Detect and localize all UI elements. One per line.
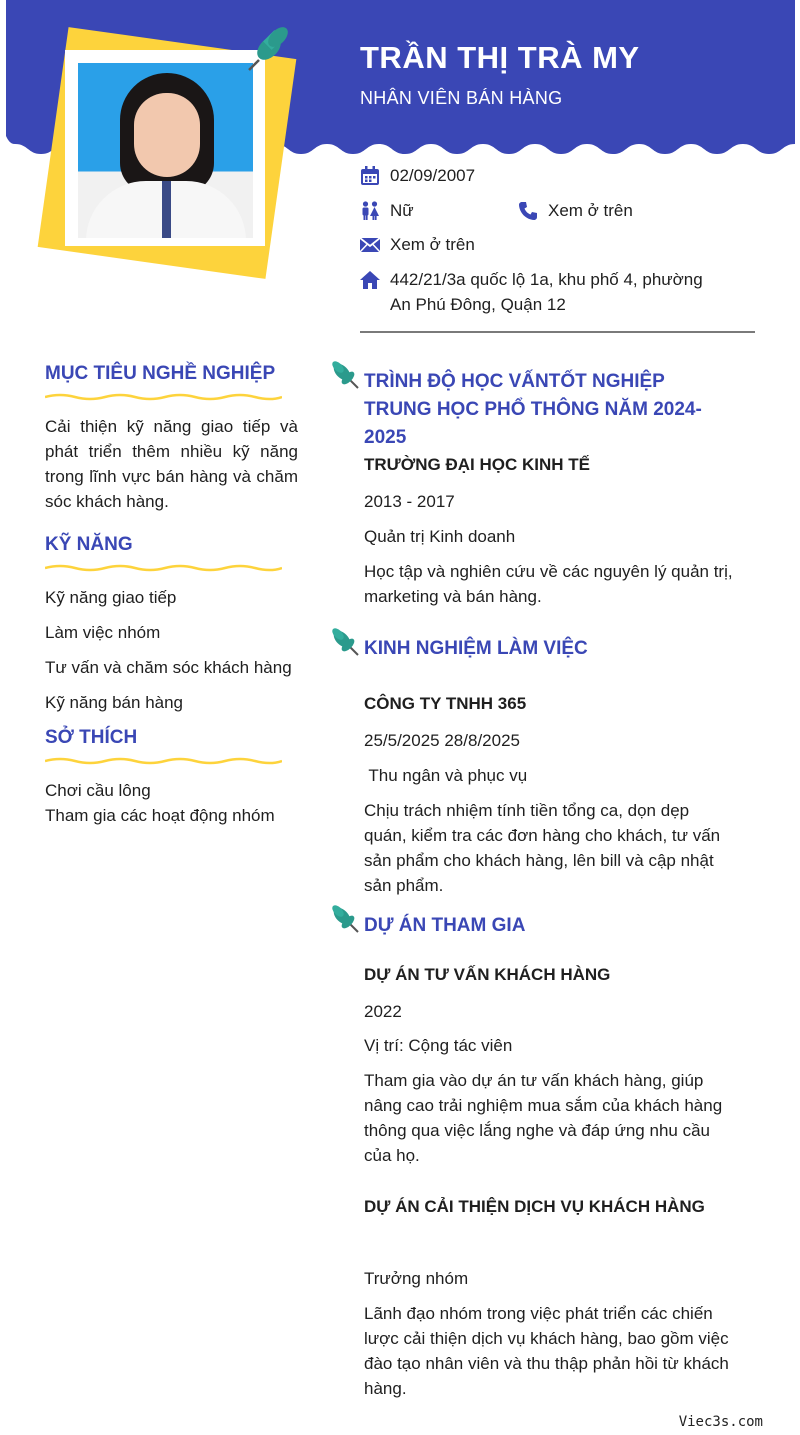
birthday-row xyxy=(360,163,475,188)
education-section-header xyxy=(330,368,734,452)
candidate-role: NHÂN VIÊN BÁN HÀNG xyxy=(360,88,563,108)
experience-title: KINH NGHIỆM LÀM VIỆC xyxy=(364,638,588,659)
gender-row xyxy=(360,198,414,223)
address-line-1: 442/21/3a quốc lộ 1a, khu phố 4, phường xyxy=(390,270,703,289)
project-role: Vị trí: Cộng tác viên xyxy=(364,1036,513,1055)
phone-row xyxy=(518,198,633,223)
home-icon xyxy=(360,267,390,292)
project-name: DỰ ÁN CẢI THIỆN DỊCH VỤ KHÁCH HÀNG xyxy=(364,1197,705,1216)
education-years: 2013 - 2017 xyxy=(364,492,455,511)
calendar-icon xyxy=(360,163,390,188)
left-column xyxy=(45,356,298,828)
address-line-2: An Phú Đông, Quận 12 xyxy=(390,295,566,314)
phone-value: Xem ở trên xyxy=(548,201,633,220)
experience-company: CÔNG TY TNHH 365 xyxy=(364,694,527,713)
contact-divider xyxy=(360,331,755,333)
project-description: Tham gia vào dự án tư vấn khách hàng, giúp nâng cao trải nghiệm mua sắm của khách hàng thông qua việc lắng nghe và đáp ứng nhu cầu của họ. xyxy=(364,1071,723,1165)
skill-item: Tư vấn và chăm sóc khách hàng xyxy=(45,658,292,677)
projects-title: DỰ ÁN THAM GIA xyxy=(364,915,526,936)
mail-icon xyxy=(360,232,390,257)
address-row xyxy=(360,267,740,317)
candidate-name: TRẦN THỊ TRÀ MY xyxy=(360,40,640,75)
profile-photo-block xyxy=(40,28,300,273)
pushpin-icon xyxy=(330,904,360,934)
section-underline xyxy=(45,393,282,401)
experience-section-header xyxy=(330,635,734,663)
education-school: TRƯỜNG ĐẠI HỌC KINH TẾ xyxy=(364,455,590,474)
objective-title: MỤC TIÊU NGHỀ NGHIỆP xyxy=(45,363,276,384)
pushpin-icon xyxy=(330,627,360,657)
experience-period: 25/5/2025 28/8/2025 xyxy=(364,731,520,750)
pushpin-icon xyxy=(247,24,291,72)
birthday-value: 02/09/2007 xyxy=(390,166,476,185)
skill-item: Làm việc nhóm xyxy=(45,623,161,642)
footer-brand: Viec3s.com xyxy=(678,1414,763,1430)
education-major: Quản trị Kinh doanh xyxy=(364,527,516,546)
gender-value: Nữ xyxy=(390,201,414,220)
projects-section-header xyxy=(330,912,734,940)
email-row xyxy=(360,232,475,257)
phone-icon xyxy=(518,198,548,223)
skill-item: Kỹ năng bán hàng xyxy=(45,693,184,712)
photo-frame xyxy=(65,50,265,246)
project-role: Trưởng nhóm xyxy=(364,1269,469,1288)
experience-position: Thu ngân và phục vụ xyxy=(364,766,528,785)
project-year: 2022 xyxy=(364,1002,402,1021)
section-underline xyxy=(45,757,282,765)
education-description: Học tập và nghiên cứu về các nguyên lý quản trị, marketing và bán hàng. xyxy=(364,562,733,606)
skills-title: KỸ NĂNG xyxy=(45,534,133,555)
project-description: Lãnh đạo nhóm trong việc phát triển các chiến lược cải thiện dịch vụ khách hàng, bao gồm việc đào tạo nhân viên và thu thập phản hồi từ khách hàng. xyxy=(364,1304,729,1398)
objective-text: Cải thiện kỹ năng giao tiếp và phát triển thêm nhiều kỹ năng trong lĩnh vực bán hàng và chăm sóc khách hàng. xyxy=(45,417,298,511)
email-value: Xem ở trên xyxy=(390,235,475,254)
section-underline xyxy=(45,564,282,572)
profile-photo xyxy=(78,63,253,238)
project-name: DỰ ÁN TƯ VẤN KHÁCH HÀNG xyxy=(364,965,611,984)
education-title: TRÌNH ĐỘ HỌC VẤNTỐT NGHIỆP TRUNG HỌC PHỔ THÔNG NĂM 2024-2025 xyxy=(364,371,702,448)
hobby-item: Tham gia các hoạt động nhóm xyxy=(45,806,275,825)
hobbies-title: SỞ THÍCH xyxy=(45,727,138,748)
hobby-item: Chơi cầu lông xyxy=(45,781,151,800)
experience-description: Chịu trách nhiệm tính tiền tổng ca, dọn dẹp quán, kiểm tra các đơn hàng cho khách, tư vấn sản phẩm cho khách hàng, lên bill và cập nhật sản phẩm. xyxy=(364,801,721,895)
gender-icon xyxy=(360,198,390,223)
pushpin-icon xyxy=(330,360,360,390)
skill-item: Kỹ năng giao tiếp xyxy=(45,588,177,607)
